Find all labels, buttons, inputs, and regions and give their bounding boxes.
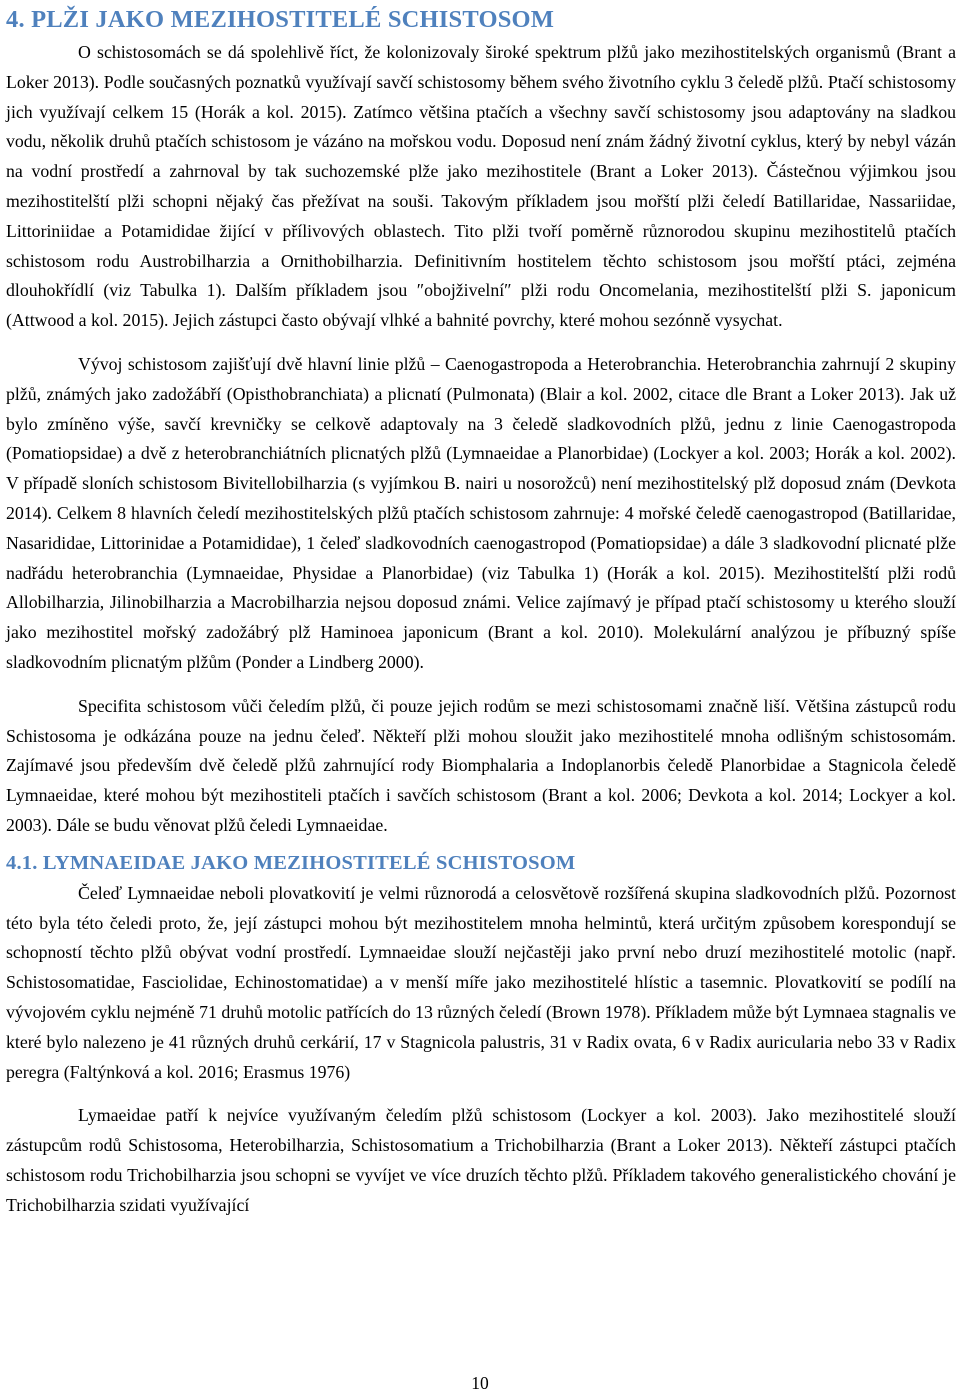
paragraph-3: Specifita schistosom vůči čeledím plžů, či pouze jejich rodům se mezi schistosomami značně liší. Většina zástupců rodu Schistosoma je odkázána pouze na jednu čeleď. Někteří plži mohou sloužit jako mezihostitelé mnoha odlišným schistosomám. Zajímavé jsou především dvě čeledě plžů zahrnující rody Biomphalaria a Indoplanorbis čeledě Planorbidae a Stagnicola čeledě Lymnaeidae, které mohou být mezihostiteli ptačích i savčích schistosom (Brant a kol. 2006; Devkota a kol. 2014; Lockyer a kol. 2003). Dále se budu věnovat plžů čeledi Lymnaeidae. bbox=[6, 695, 956, 835]
paragraph-2: Vývoj schistosom zajišťují dvě hlavní linie plžů – Caenogastropoda a Heterobranchia. Heterobranchia zahrnují 2 skupiny plžů, známých jako zadožábří (Opisthobranchiata) a plicnatí (Pulmonata) (Blair a kol. 2002, citace dle Brant a Loker 2013). Jak už bylo zmíněno výše, savčí krevničky se celkově adaptovaly na 3 čeledě sladkovodních plžů, jednu z linie Caenogastropoda (Pomatiopsidae) a dvě z heterobranchiátních plicnatých plžů (Lymnaeidae a Planorbidae) (Lockyer a kol. 2003; Horák a kol. 2002). V případě sloních schistosom Bivitellobilharzia (s vyjímkou B. nairi u nosorožců) není mezihostitelský plž doposud znám (Devkota 2014). Celkem 8 hlavních čeledí mezihostitelských plžů ptačích schistosom zahrnuje: 4 mořské čeledě caenogastropod (Batillaridae, Nasarididae, Littorinidae a Potamididae), 1 čeleď sladkovodních caenogastropod (Pomatiopsidae) a dále 3 sladkovodní plicnaté plže nadřádu heterobranchia (Lymnaeidae, Physidae a Planorbidae) (viz Tabulka 1) (Horák a kol. 2015). Mezihostitelští plži rodů Allobilharzia, Jilinobilharzia a Macrobilharzia nejsou doposud známi. Velice zajímavý je případ ptačí schistosomy u kterého slouží jako mezihostitel mořský zadožábrý plž Haminoea japonicum (Brant a kol. 2010). Molekulární analýzou je příbuzný spíše sladkovodním plicnatým plžům (Ponder a Lindberg 2000). bbox=[6, 353, 956, 672]
paragraph-1: O schistosomách se dá spolehlivě říct, že kolonizovaly široké spektrum plžů jako mezihostitelských organismů (Brant a Loker 2013). Podle současných poznatků využívají savčí schistosomy během svého životního cyklu 3 čeledě plžů. Ptačí schistosomy jich využívají celkem 15 (Horák a kol. 2015). Zatímco většina ptačích a všechny savčí schistosomy jsou adaptovány na sladkou vodu, několik druhů ptačích schistosom je vázáno na mořskou vodu. Doposud není znám žádný životní cyklus, který by nebyl vázán na vodní prostředí a zahrnoval by tak suchozemské plže jako mezihostitele (Brant a Loker 2013). Částečnou výjimkou jsou mezihostitelští plži schopni nějaký čas přežívat na souši. Takovým příkladem jsou mořští plži čeledí Batillaridae, Nassariidae, Littoriniidae a Potamididae žijící v přílivových oblastech. Tito plži tvoří poměrně různorodou skupinu mezihostitelů ptačích schistosom rodu Austrobilharzia a Ornithobilharzia. Definitivním hostitelem těchto schistosom jsou mořští ptáci, zejména dlouhokřídlí (viz Tabulka 1). Dalším příkladem jsou ″obojživelní″ plži rodu Oncomelania, mezihostitelští plži S. japonicum (Attwood a kol. 2015). Jejich zástupci často obývají vlhké a bahnité povrchy, které mohou sezónně vysychat. bbox=[6, 42, 956, 331]
paragraph-5: Lymaeidae patří k nejvíce využívaným čeledím plžů schistosom (Lockyer a kol. 2003). Jako mezihostitelé slouží zástupcům rodů Schistosoma, Heterobilharzia, Schistosomatium a Trichobilharzia (Brant a Loker 2013). Někteří zástupci ptačích schistosom rodu Trichobilharzia jsou schopni se vyvíjet ve více druzích těchto plžů. Příkladem takového generalistického chování je Trichobilharzia szidati využívající bbox=[6, 1105, 956, 1215]
page-number: 10 bbox=[471, 1373, 489, 1393]
subsection-heading: 4.1. LYMNAEIDAE JAKO MEZIHOSTITELÉ SCHISTOSOM bbox=[6, 851, 576, 874]
section-heading: 4. PLŽI JAKO MEZIHOSTITELÉ SCHISTOSOM bbox=[6, 6, 555, 33]
paragraph-4: Čeleď Lymnaeidae neboli plovatkovití je velmi různorodá a celosvětově rozšířená skupina sladkovodních plžů. Pozornost této byla této čeledi proto, že, její zástupci mohou být mezihostitelem mnoha helmintů, která určitým způsobem korespondují se schopností těchto plžů obývat vodní prostředí. Lymnaeidae slouží nejčastěji jako první nebo druzí mezihostitelé motolic (např. Schistosomatidae, Fasciolidae, Echinostomatidae) a v menší míře jako mezihostitelé hlístic a tasemnic. Plovatkovití se podílí na vývojovém cyklu nejméně 71 druhů motolic patřících do 13 různých čeledí (Brown 1978). Příkladem může být Lymnaea stagnalis ve které bylo nalezeno je 41 různých druhů cerkárií, 17 v Stagnicola palustris, 31 v Radix ovata, 6 v Radix auricularia nebo 33 v Radix peregra (Faltýnková a kol. 2016; Erasmus 1976) bbox=[6, 882, 956, 1082]
